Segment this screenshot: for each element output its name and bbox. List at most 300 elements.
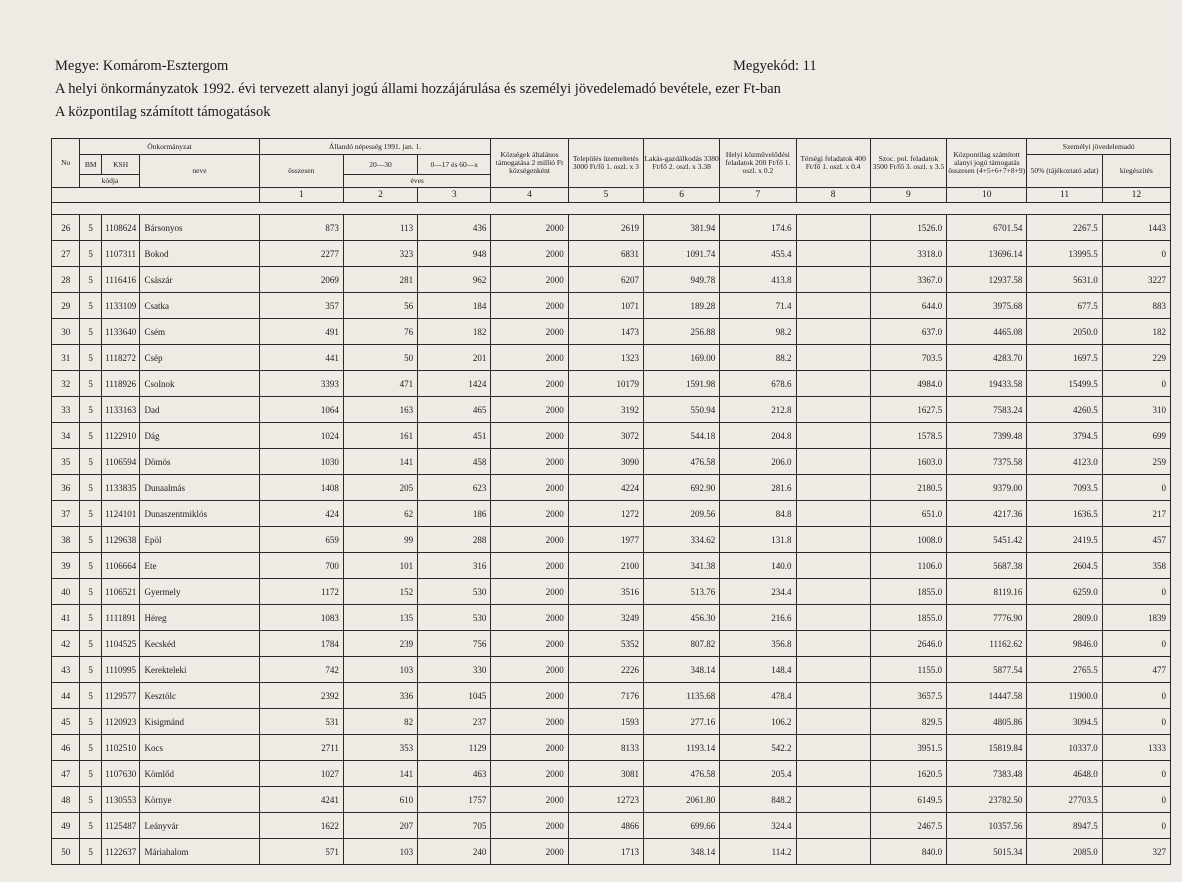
pop-total: 2392 <box>259 683 343 709</box>
lakas-value: 544.18 <box>643 423 719 449</box>
szja-50-value: 4260.5 <box>1027 397 1102 423</box>
szja-50-value: 4123.0 <box>1027 449 1102 475</box>
pop-20-30: 323 <box>343 241 417 267</box>
pop-20-30: 56 <box>343 293 417 319</box>
document-title: A helyi önkormányzatok 1992. évi tervezett alanyi jogú állami hozzájárulása és személyi jövedelemadó bevétele, ezer Ft-ban <box>55 81 781 97</box>
pop-0-17: 237 <box>418 709 491 735</box>
kozsegek-value: 2000 <box>491 787 568 813</box>
table-row <box>52 475 1171 501</box>
helyi-value: 204.8 <box>720 423 796 449</box>
szoc-value: 1106.0 <box>870 553 946 579</box>
table-row <box>52 345 1171 371</box>
pop-20-30: 50 <box>343 345 417 371</box>
szoc-value: 1526.0 <box>870 215 946 241</box>
telepules-value: 2619 <box>568 215 643 241</box>
column-number-3: 3 <box>418 188 491 203</box>
szja-50-value: 15499.5 <box>1027 371 1102 397</box>
pop-0-17: 1045 <box>418 683 491 709</box>
kozsegek-value: 2000 <box>491 397 568 423</box>
tersegi-value <box>796 397 870 423</box>
szja-50-value: 5631.0 <box>1027 267 1102 293</box>
data-table <box>51 138 1171 865</box>
pop-20-30: 281 <box>343 267 417 293</box>
lakas-value: 1193.14 <box>643 735 719 761</box>
szoc-value: 829.5 <box>870 709 946 735</box>
kozsegek-value: 2000 <box>491 241 568 267</box>
kozponti-value: 6701.54 <box>947 215 1027 241</box>
lakas-value: 476.58 <box>643 449 719 475</box>
lakas-value: 341.38 <box>643 553 719 579</box>
szoc-value: 703.5 <box>870 345 946 371</box>
helyi-value: 455.4 <box>720 241 796 267</box>
row-no: 40 <box>52 579 80 605</box>
kozsegek-value: 2000 <box>491 709 568 735</box>
pop-0-17: 330 <box>418 657 491 683</box>
kozsegek-value: 2000 <box>491 579 568 605</box>
kozponti-value: 7776.90 <box>947 605 1027 631</box>
kozsegek-value: 2000 <box>491 553 568 579</box>
szja-50-value: 2604.5 <box>1027 553 1102 579</box>
settlement-name: Csolnok <box>140 371 259 397</box>
szoc-value: 1578.5 <box>870 423 946 449</box>
helyi-value: 281.6 <box>720 475 796 501</box>
bm-code: 5 <box>80 553 101 579</box>
row-no: 38 <box>52 527 80 553</box>
pop-20-30: 113 <box>343 215 417 241</box>
kiegeszites-value: 0 <box>1102 683 1170 709</box>
szja-50-value: 8947.5 <box>1027 813 1102 839</box>
tersegi-value <box>796 735 870 761</box>
pop-total: 4241 <box>259 787 343 813</box>
table-row <box>52 787 1171 813</box>
kozponti-value: 5015.34 <box>947 839 1027 865</box>
settlement-name: Kecskéd <box>140 631 259 657</box>
bm-code: 5 <box>80 449 101 475</box>
pop-0-17: 530 <box>418 605 491 631</box>
helyi-value: 205.4 <box>720 761 796 787</box>
pop-20-30: 103 <box>343 657 417 683</box>
kozsegek-value: 2000 <box>491 527 568 553</box>
settlement-name: Csép <box>140 345 259 371</box>
pop-0-17: 1129 <box>418 735 491 761</box>
table-row <box>52 527 1171 553</box>
lakas-value: 189.28 <box>643 293 719 319</box>
pop-total: 700 <box>259 553 343 579</box>
row-no: 26 <box>52 215 80 241</box>
table-row <box>52 631 1171 657</box>
szja-50-value: 27703.5 <box>1027 787 1102 813</box>
tersegi-value <box>796 527 870 553</box>
pop-0-17: 184 <box>418 293 491 319</box>
row-no: 32 <box>52 371 80 397</box>
row-no: 29 <box>52 293 80 319</box>
column-number-6: 6 <box>643 188 719 203</box>
pop-20-30: 610 <box>343 787 417 813</box>
telepules-value: 1272 <box>568 501 643 527</box>
bm-code: 5 <box>80 345 101 371</box>
ksh-code: 1133163 <box>101 397 140 423</box>
helyi-value: 848.2 <box>720 787 796 813</box>
tersegi-value <box>796 293 870 319</box>
telepules-value: 3249 <box>568 605 643 631</box>
kozsegek-value: 2000 <box>491 501 568 527</box>
tersegi-value <box>796 605 870 631</box>
column-number-8: 8 <box>796 188 870 203</box>
col-bm: BM <box>80 155 101 175</box>
col-no: No <box>52 139 80 188</box>
helyi-value: 212.8 <box>720 397 796 423</box>
lakas-value: 2061.80 <box>643 787 719 813</box>
bm-code: 5 <box>80 813 101 839</box>
ksh-code: 1133835 <box>101 475 140 501</box>
helyi-value: 114.2 <box>720 839 796 865</box>
helyi-value: 234.4 <box>720 579 796 605</box>
tersegi-value <box>796 839 870 865</box>
kozponti-value: 5877.54 <box>947 657 1027 683</box>
pop-20-30: 82 <box>343 709 417 735</box>
settlement-name: Kömlőd <box>140 761 259 787</box>
pop-20-30: 135 <box>343 605 417 631</box>
col-eves: éves <box>343 175 490 188</box>
telepules-value: 2100 <box>568 553 643 579</box>
col-kiegeszites: kiegészítés <box>1102 155 1170 188</box>
kiegeszites-value: 0 <box>1102 787 1170 813</box>
kozponti-value: 5687.38 <box>947 553 1027 579</box>
ksh-code: 1110995 <box>101 657 140 683</box>
col-szoc: Szoc. pol. feladatok 3500 Ft/fő 3. oszl. x 3.5 <box>870 139 946 188</box>
kozponti-value: 4465.08 <box>947 319 1027 345</box>
kozsegek-value: 2000 <box>491 345 568 371</box>
kozsegek-value: 2000 <box>491 761 568 787</box>
pop-total: 357 <box>259 293 343 319</box>
szja-50-value: 1697.5 <box>1027 345 1102 371</box>
col-helyi: Helyi közművelődési feladatok 200 Ft/fő 1. oszl. x 0.2 <box>720 139 796 188</box>
row-no: 39 <box>52 553 80 579</box>
column-number-spacer <box>52 188 260 203</box>
telepules-value: 2226 <box>568 657 643 683</box>
tersegi-value <box>796 657 870 683</box>
telepules-value: 1323 <box>568 345 643 371</box>
helyi-value: 216.6 <box>720 605 796 631</box>
pop-total: 659 <box>259 527 343 553</box>
helyi-value: 98.2 <box>720 319 796 345</box>
pop-20-30: 207 <box>343 813 417 839</box>
lakas-value: 256.88 <box>643 319 719 345</box>
col-tersegi: Térségi feladatok 400 Ft/fő 1. oszl. x 0.4 <box>796 139 870 188</box>
ksh-code: 1106521 <box>101 579 140 605</box>
szoc-value: 1603.0 <box>870 449 946 475</box>
pop-20-30: 152 <box>343 579 417 605</box>
tersegi-value <box>796 683 870 709</box>
document-subtitle: A központilag számított támogatások <box>55 104 271 120</box>
pop-0-17: 436 <box>418 215 491 241</box>
pop-0-17: 463 <box>418 761 491 787</box>
row-no: 50 <box>52 839 80 865</box>
kozponti-value: 4217.36 <box>947 501 1027 527</box>
tersegi-value <box>796 319 870 345</box>
pop-0-17: 240 <box>418 839 491 865</box>
col-age-0-17: 0—17 és 60—x <box>418 155 491 175</box>
column-number-2: 2 <box>343 188 417 203</box>
kiegeszites-value: 229 <box>1102 345 1170 371</box>
pop-0-17: 530 <box>418 579 491 605</box>
ksh-code: 1102510 <box>101 735 140 761</box>
telepules-value: 3072 <box>568 423 643 449</box>
settlement-name: Kisigmánd <box>140 709 259 735</box>
tersegi-value <box>796 553 870 579</box>
pop-20-30: 76 <box>343 319 417 345</box>
kozponti-value: 5451.42 <box>947 527 1027 553</box>
table-header <box>52 139 1171 203</box>
pop-20-30: 336 <box>343 683 417 709</box>
col-kozponti: Központilag számított alanyi jogú támogatás összesen (4+5+6+7+8+9) <box>947 139 1027 188</box>
pop-total: 2069 <box>259 267 343 293</box>
telepules-value: 1593 <box>568 709 643 735</box>
row-no: 41 <box>52 605 80 631</box>
pop-total: 1784 <box>259 631 343 657</box>
pop-total: 491 <box>259 319 343 345</box>
szja-50-value: 6259.0 <box>1027 579 1102 605</box>
kozponti-value: 10357.56 <box>947 813 1027 839</box>
pop-0-17: 316 <box>418 553 491 579</box>
bm-code: 5 <box>80 683 101 709</box>
column-numbers-row <box>52 188 1171 203</box>
col-onkormanyzat: Önkormányzat <box>80 139 259 155</box>
szoc-value: 644.0 <box>870 293 946 319</box>
szja-50-value: 3094.5 <box>1027 709 1102 735</box>
ksh-code: 1120923 <box>101 709 140 735</box>
settlement-name: Dág <box>140 423 259 449</box>
bm-code: 5 <box>80 501 101 527</box>
pop-20-30: 471 <box>343 371 417 397</box>
pop-total: 873 <box>259 215 343 241</box>
lakas-value: 1591.98 <box>643 371 719 397</box>
pop-total: 2711 <box>259 735 343 761</box>
table-row <box>52 813 1171 839</box>
tersegi-value <box>796 709 870 735</box>
pop-total: 742 <box>259 657 343 683</box>
table-row <box>52 553 1171 579</box>
kozsegek-value: 2000 <box>491 631 568 657</box>
col-osszesen: összesen <box>259 155 343 188</box>
bm-code: 5 <box>80 527 101 553</box>
bm-code: 5 <box>80 241 101 267</box>
settlement-name: Dad <box>140 397 259 423</box>
lakas-value: 699.66 <box>643 813 719 839</box>
telepules-value: 10179 <box>568 371 643 397</box>
telepules-value: 1713 <box>568 839 643 865</box>
settlement-name: Dömös <box>140 449 259 475</box>
col-szja-50: 50% (tájékoztató adat) <box>1027 155 1102 188</box>
szja-50-value: 1636.5 <box>1027 501 1102 527</box>
szoc-value: 3367.0 <box>870 267 946 293</box>
tersegi-value <box>796 475 870 501</box>
szja-50-value: 2267.5 <box>1027 215 1102 241</box>
kiegeszites-value: 457 <box>1102 527 1170 553</box>
helyi-value: 478.4 <box>720 683 796 709</box>
table-row <box>52 371 1171 397</box>
kozsegek-value: 2000 <box>491 293 568 319</box>
szja-50-value: 4648.0 <box>1027 761 1102 787</box>
helyi-value: 88.2 <box>720 345 796 371</box>
ksh-code: 1106594 <box>101 449 140 475</box>
table-body <box>52 203 1171 865</box>
helyi-value: 71.4 <box>720 293 796 319</box>
ksh-code: 1133109 <box>101 293 140 319</box>
kozponti-value: 23782.50 <box>947 787 1027 813</box>
lakas-value: 807.82 <box>643 631 719 657</box>
szoc-value: 1620.5 <box>870 761 946 787</box>
szoc-value: 1855.0 <box>870 605 946 631</box>
lakas-value: 1091.74 <box>643 241 719 267</box>
spacer-row <box>52 203 1171 215</box>
kiegeszites-value: 0 <box>1102 371 1170 397</box>
szja-50-value: 7093.5 <box>1027 475 1102 501</box>
kozsegek-value: 2000 <box>491 371 568 397</box>
row-no: 34 <box>52 423 80 449</box>
table-row <box>52 293 1171 319</box>
kiegeszites-value: 3227 <box>1102 267 1170 293</box>
pop-0-17: 962 <box>418 267 491 293</box>
lakas-value: 1135.68 <box>643 683 719 709</box>
row-no: 48 <box>52 787 80 813</box>
kiegeszites-value: 0 <box>1102 813 1170 839</box>
table-row <box>52 735 1171 761</box>
lakas-value: 456.30 <box>643 605 719 631</box>
lakas-value: 949.78 <box>643 267 719 293</box>
telepules-value: 5352 <box>568 631 643 657</box>
ksh-code: 1122637 <box>101 839 140 865</box>
kozsegek-value: 2000 <box>491 319 568 345</box>
column-number-1: 1 <box>259 188 343 203</box>
settlement-name: Környe <box>140 787 259 813</box>
lakas-value: 348.14 <box>643 657 719 683</box>
pop-total: 2277 <box>259 241 343 267</box>
szja-50-value: 2765.5 <box>1027 657 1102 683</box>
ksh-code: 1111891 <box>101 605 140 631</box>
pop-0-17: 186 <box>418 501 491 527</box>
bm-code: 5 <box>80 631 101 657</box>
telepules-value: 6831 <box>568 241 643 267</box>
row-no: 44 <box>52 683 80 709</box>
settlement-name: Máriahalom <box>140 839 259 865</box>
ksh-code: 1107630 <box>101 761 140 787</box>
column-number-9: 9 <box>870 188 946 203</box>
table-row <box>52 449 1171 475</box>
telepules-value: 7176 <box>568 683 643 709</box>
pop-20-30: 62 <box>343 501 417 527</box>
table-row <box>52 215 1171 241</box>
kozponti-value: 15819.84 <box>947 735 1027 761</box>
tersegi-value <box>796 371 870 397</box>
kozsegek-value: 2000 <box>491 475 568 501</box>
ksh-code: 1108624 <box>101 215 140 241</box>
settlement-name: Császár <box>140 267 259 293</box>
row-no: 43 <box>52 657 80 683</box>
pop-20-30: 163 <box>343 397 417 423</box>
szoc-value: 637.0 <box>870 319 946 345</box>
row-no: 36 <box>52 475 80 501</box>
helyi-value: 84.8 <box>720 501 796 527</box>
col-telepules: Település üzemeltetés 3000 Ft/fő 1. oszl. x 3 <box>568 139 643 188</box>
tersegi-value <box>796 215 870 241</box>
pop-0-17: 1424 <box>418 371 491 397</box>
kiegeszites-value: 0 <box>1102 241 1170 267</box>
ksh-code: 1118272 <box>101 345 140 371</box>
col-kodja: kódja <box>80 175 140 188</box>
bm-code: 5 <box>80 579 101 605</box>
kozponti-value: 7399.48 <box>947 423 1027 449</box>
row-no: 47 <box>52 761 80 787</box>
lakas-value: 692.90 <box>643 475 719 501</box>
szoc-value: 1155.0 <box>870 657 946 683</box>
ksh-code: 1107311 <box>101 241 140 267</box>
row-no: 49 <box>52 813 80 839</box>
telepules-value: 3090 <box>568 449 643 475</box>
pop-20-30: 141 <box>343 761 417 787</box>
szoc-value: 2180.5 <box>870 475 946 501</box>
pop-total: 571 <box>259 839 343 865</box>
kozsegek-value: 2000 <box>491 423 568 449</box>
lakas-value: 550.94 <box>643 397 719 423</box>
helyi-value: 356.8 <box>720 631 796 657</box>
kozsegek-value: 2000 <box>491 215 568 241</box>
lakas-value: 476.58 <box>643 761 719 787</box>
telepules-value: 4866 <box>568 813 643 839</box>
helyi-value: 678.6 <box>720 371 796 397</box>
helyi-value: 148.4 <box>720 657 796 683</box>
szja-50-value: 13995.5 <box>1027 241 1102 267</box>
kozsegek-value: 2000 <box>491 839 568 865</box>
lakas-value: 169.00 <box>643 345 719 371</box>
tersegi-value <box>796 501 870 527</box>
kozponti-value: 14447.58 <box>947 683 1027 709</box>
kiegeszites-value: 0 <box>1102 761 1170 787</box>
lakas-value: 334.62 <box>643 527 719 553</box>
kozponti-value: 8119.16 <box>947 579 1027 605</box>
pop-total: 1622 <box>259 813 343 839</box>
lakas-value: 381.94 <box>643 215 719 241</box>
szoc-value: 4984.0 <box>870 371 946 397</box>
row-no: 42 <box>52 631 80 657</box>
telepules-value: 1977 <box>568 527 643 553</box>
kozsegek-value: 2000 <box>491 449 568 475</box>
kozponti-value: 9379.00 <box>947 475 1027 501</box>
tersegi-value <box>796 813 870 839</box>
kiegeszites-value: 883 <box>1102 293 1170 319</box>
kozponti-value: 7583.24 <box>947 397 1027 423</box>
table-row <box>52 241 1171 267</box>
pop-0-17: 458 <box>418 449 491 475</box>
ksh-code: 1104525 <box>101 631 140 657</box>
szoc-value: 1855.0 <box>870 579 946 605</box>
tersegi-value <box>796 631 870 657</box>
telepules-value: 12723 <box>568 787 643 813</box>
telepules-value: 4224 <box>568 475 643 501</box>
row-no: 31 <box>52 345 80 371</box>
settlement-name: Dunaalmás <box>140 475 259 501</box>
helyi-value: 206.0 <box>720 449 796 475</box>
ksh-code: 1118926 <box>101 371 140 397</box>
kozsegek-value: 2000 <box>491 683 568 709</box>
pop-20-30: 161 <box>343 423 417 449</box>
row-no: 28 <box>52 267 80 293</box>
pop-20-30: 99 <box>343 527 417 553</box>
szja-50-value: 2809.0 <box>1027 605 1102 631</box>
telepules-value: 8133 <box>568 735 643 761</box>
kozponti-value: 7375.58 <box>947 449 1027 475</box>
table-row <box>52 657 1171 683</box>
